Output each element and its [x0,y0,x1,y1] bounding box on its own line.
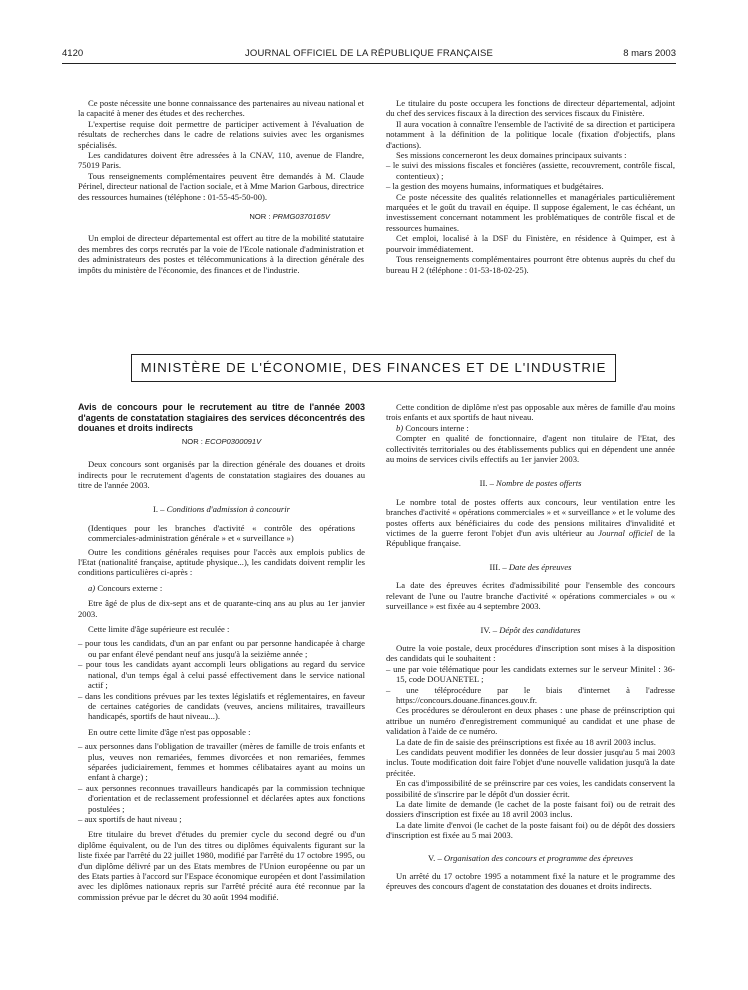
paragraph: Etre âgé de plus de dix-sept ans et de quarante-cinq ans au plus au 1er janvier 2003. [78,598,365,619]
procedures-list [386,664,675,706]
paragraph: Tous renseignements complémentaires peuvent être demandés à M. Claude Périnel, directeur national de l'action sociale, et à Mme Marion Garbous, directrice des ressources humaines (téléphone : 01-55-45-50-00). [78,170,364,202]
paragraph: Ce poste nécessite des qualités relationnelles et managériales particulièrement marquées et le goût du travail en équipe. Il suppose également, le cas échéant, un investissement concernant notamment les problématiques de contrôle fiscal et de ressources humaines. [386,191,675,233]
list-item: – la gestion des moyens humains, informatiques et budgétaires. [386,181,604,192]
paragraph: La date limite de demande (le cachet de la poste faisant foi) ou de retrait des dossiers d'inscription est fixée au 18 avril 2003 inclus. [386,799,675,820]
paragraph: La date de fin de saisie des préinscriptions est fixée au 18 avril 2003 inclus. [396,736,656,747]
sub-heading: a) Concours externe : [88,582,163,593]
issue-date: 8 mars 2003 [623,48,676,59]
paragraph: Un emploi de directeur départemental est offert au titre de la mobilité statutaire des membres des corps recrutés par la voie de l'Ecole nationale d'administration et des administrateurs des postes et télécommunications à la direction générale des impôts du ministère de l'économie, des finances et de l'industrie. [78,233,364,275]
paragraph: Le titulaire du poste occupera les fonctions de directeur départemental, adjoint du chef des services fiscaux à la direction des services fiscaux du Finistère. [386,98,675,119]
paragraph: Outre la voie postale, deux procédures d'inscription sont mises à la disposition des candidats qui le souhaitent : [386,642,675,664]
paragraph: Compter en qualité de fonctionnaire, d'agent non titulaire de l'Etat, des collectivités territoriales ou des établissements publics qui en dépendent une année au moins de services civils effectifs au 1er janvier 2003. [386,433,675,465]
paragraph: L'expertise requise doit permettre de participer activement à l'évaluation de résultats de recherches dans le cadre de relations suivies avec les organismes spécialisés. [78,118,364,150]
paragraph: Tous renseignements complémentaires pourront être obtenus auprès du chef du bureau H 2 (téléphone : 01-53-18-02-25). [386,254,675,275]
paragraph: En outre cette limite d'âge n'est pas opposable : [88,726,251,737]
section-heading: I. – Conditions d'admission à concourir [153,504,290,515]
top-right-column [386,98,675,275]
paragraph: Ses missions concerneront les deux domaines principaux suivants : [396,150,627,161]
missions-list [386,160,675,191]
paragraph: Les candidatures doivent être adressées à la CNAV, 110, avenue de Flandre, 75019 Paris. [78,150,364,171]
nor-reference: NOR : ECOP0300091V [181,436,262,446]
paragraph: Les candidats peuvent modifier les données de leur dossier jusqu'au 5 mai 2003 inclus. Toute modification doit faire l'objet d'une nouvelle validation jusqu'à la date précitée. [386,746,675,778]
list-item: – aux sportifs de haut niveau ; [78,813,182,824]
notice-title: Avis de concours pour le recrutement au titre de l'année 2003 d'agents de constatation stagiaires des services déconcentrés des douanes et droits indirects [78,402,365,434]
section-heading: IV. – Dépôt des candidatures [480,624,581,635]
paragraph: Un arrêté du 17 octobre 1995 a notamment fixé la nature et le programme des épreuves des concours d'agent de constatation des douanes et droits indirects. [386,871,675,892]
paragraph: La date limite d'envoi (le cachet de la poste faisant foi) ou de dépôt des dossiers d'inscription est fixée au 5 mai 2003. [386,819,675,841]
list-item: – pour tous les candidats, d'un an par enfant ou par personne handicapée à charge ou par enfant élevé pendant neuf ans jusqu'à la seizième année ; [78,638,365,659]
age-extension-list [78,638,365,721]
section-note: (Identiques pour les branches d'activité « contrôle des opérations commerciales-administration générale » et « surveillance ») [88,522,355,544]
paragraph: Cette limite d'âge supérieure est reculée : [88,624,230,635]
list-item: – une téléprocédure par le biais d'internet à l'adresse https://concours.douane.finances.gouv.fr. [386,684,675,705]
paragraph: Ces procédures se dérouleront en deux phases : une phase de préinscription qui attribue un numéro d'enregistrement communiqué au candidat et une phase de validation à l'aide de ce numéro. [386,705,675,737]
section-heading: V. – Organisation des concours et programme des épreuves [428,852,633,863]
journal-title: JOURNAL OFFICIEL DE LA RÉPUBLIQUE FRANÇAISE [244,48,494,59]
paragraph: Cette condition de diplôme n'est pas opposable aux mères de famille d'au moins trois enfants et aux sportifs de haut niveau. [386,402,675,423]
ministry-banner: MINISTÈRE DE L'ÉCONOMIE, DES FINANCES ET DE L'INDUSTRIE [131,354,616,382]
age-exemption-list [78,741,365,824]
top-left-column [78,98,364,275]
bottom-right-column [386,402,675,892]
paragraph: Etre titulaire du brevet d'études du premier cycle du second degré ou d'un diplôme équivalent, ou de l'un des titres ou diplômes équivalents figurant sur la liste fixée par l'arrêté du 22 juillet 1980, modifié par l'arrêté du 17 octobre 1995, ou d'un diplôme délivré par un des Etats membres de l'Union européenne ou par un des Etats parties à l'accord sur l'Espace économique européen et dont l'assimilation avec les diplômes nationaux repris sur l'arrêté précité aura été reconnue par la commission prévue par le décret du 30 août 1994 modifié. [78,829,365,902]
bottom-left-column [78,402,365,902]
paragraph: La date des épreuves écrites d'admissibilité pour l'ensemble des concours relevant de l'une ou l'autre branche d'activité « opérations commerciales » ou « surveillance » est fixée au 4 septembre 2003. [386,580,675,612]
page-number: 4120 [62,48,84,59]
paragraph: Outre les conditions générales requises pour l'accès aux emplois publics de l'Etat (nationalité française, aptitude physique...), les candidats doivent remplir les conditions particulières ci-après : [78,546,365,578]
list-item: – le suivi des missions fiscales et foncières (assiette, recouvrement, contrôle fiscal, contentieux) ; [386,160,675,181]
paragraph: Ce poste nécessite une bonne connaissance des partenaires au niveau national et la capacité à mener des études et des recherches. [78,98,364,119]
section-heading: II. – Nombre de postes offerts [479,478,582,489]
paragraph: Cet emploi, localisé à la DSF du Finistère, en résidence à Quimper, est à pourvoir immédiatement. [386,233,675,254]
section-heading: III. – Date des épreuves [489,561,572,572]
paragraph: Deux concours sont organisés par la direction générale des douanes et droits indirects pour le recrutement d'agents de constatation stagiaires des douanes au titre de l'année 2003. [78,459,365,490]
paragraph: En cas d'impossibilité de se préinscrire par ces voies, les candidats conservent la possibilité de s'inscrire par le dépôt d'un dossier écrit. [386,778,675,799]
paragraph: Il aura vocation à connaître l'ensemble de l'activité de sa direction et participera notamment à la définition de la politique locale (fixation d'objectifs, plans d'actions). [386,118,675,150]
list-item: – aux personnes reconnues travailleurs handicapés par la commission technique d'orientation et de reclassement professionnel et déclarées aptes aux fonctions postulées ; [78,782,365,814]
page-header [62,48,676,62]
sub-heading: b) Concours interne : [396,422,469,433]
list-item: – pour tous les candidats ayant accompli leurs obligations au regard du service national, d'un temps égal à celui passé effectivement dans le service national actif ; [78,659,365,691]
nor-reference: NOR : PRMG0370165V [249,212,330,222]
header-rule [62,63,676,64]
list-item: – une par voie télématique pour les candidats externes sur le serveur Minitel : 36-15, code DOUANETEL ; [386,663,675,685]
list-item: – dans les conditions prévues par les textes législatifs et réglementaires, en faveur de certaines catégories de candidats (veuves, anciens militaires, travailleurs handicapés, sportifs de haut niveau...). [78,690,365,722]
list-item: – aux personnes dans l'obligation de travailler (mères de famille de trois enfants et plus, veuves non remariées, femmes divorcées et non remariées, femmes séparées judiciairement, femmes et hommes célibataires ayant au moins un enfant à charge) ; [78,741,365,783]
paragraph: Le nombre total de postes offerts aux concours, leur ventilation entre les branches d'activité « opérations commerciales » et « surveillance » et le volume des postes offerts aux bénéficiaires du code des pensions militaires d'invalidité et victimes de la guerre feront l'objet d'un avis ultérieur au Journal officiel de la République française. [386,496,675,549]
